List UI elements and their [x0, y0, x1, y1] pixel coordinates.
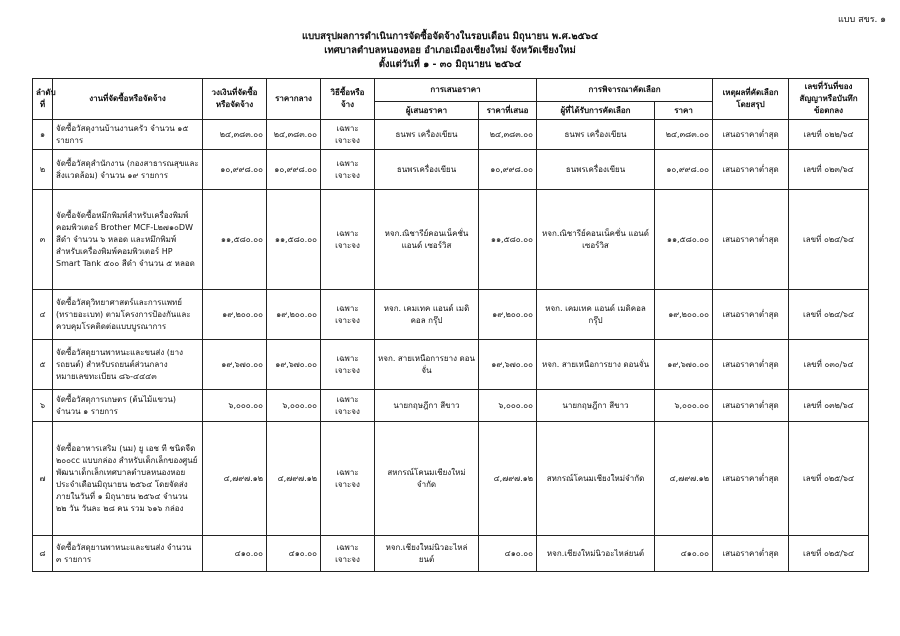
cell-contract: เลขที่ ๐๒๒/๖๔ [789, 120, 869, 150]
cell-bid-price: ๔๑๐.๐๐ [479, 536, 537, 572]
cell-no: ๒ [33, 150, 53, 190]
header-budget: วงเงินที่จัดซื้อ หรือจัดจ้าง [203, 79, 267, 120]
cell-budget: ๑๑,๕๘๐.๐๐ [203, 190, 267, 290]
cell-price: ๑๙,๖๗๐.๐๐ [655, 340, 713, 390]
cell-reason: เสนอราคาต่ำสุด [713, 190, 789, 290]
cell-item: จัดซื้อวัสดุงานบ้านงานครัว จำนวน ๑๕ รายการ [53, 120, 203, 150]
cell-bid-price: ๑๐,๙๙๘.๐๐ [479, 150, 537, 190]
cell-median: ๖,๐๐๐.๐๐ [267, 390, 321, 422]
table-row [33, 120, 869, 150]
cell-no: ๑ [33, 120, 53, 150]
title-line-3: ตั้งแต่วันที่ ๑ - ๓๐ มิถุนายน ๒๕๖๔ [378, 59, 522, 70]
cell-method: เฉพาะเจาะจง [321, 390, 375, 422]
cell-no: ๘ [33, 536, 53, 572]
header-winner: ผู้ที่ได้รับการคัดเลือก [537, 102, 655, 120]
table-row [33, 536, 869, 572]
cell-reason: เสนอราคาต่ำสุด [713, 120, 789, 150]
title-line-2: เทศบาลตำบลหนองหอย อำเภอเมืองเชียงใหม่ จังหวัดเชียงใหม่ [324, 45, 576, 56]
cell-reason: เสนอราคาต่ำสุด [713, 290, 789, 340]
header-reason: เหตุผลที่คัดเลือก โดยสรุป [713, 79, 789, 120]
cell-reason: เสนอราคาต่ำสุด [713, 390, 789, 422]
cell-contract: เลขที่ ๐๒๕/๖๔ [789, 422, 869, 536]
cell-budget: ๔๑๐.๐๐ [203, 536, 267, 572]
cell-median: ๑๙,๒๐๐.๐๐ [267, 290, 321, 340]
cell-method: เฉพาะเจาะจง [321, 422, 375, 536]
form-code: แบบ สขร. ๑ [837, 15, 886, 25]
cell-bid-price: ๒๔,๓๘๓.๐๐ [479, 120, 537, 150]
cell-method: เฉพาะเจาะจง [321, 536, 375, 572]
cell-bid-price: ๖,๐๐๐.๐๐ [479, 390, 537, 422]
cell-item: จัดซื้อวัสดุการเกษตร (ต้นไม้แขวน) จำนวน ๑ รายการ [53, 390, 203, 422]
cell-budget: ๑๙,๒๐๐.๐๐ [203, 290, 267, 340]
cell-contract: เลขที่ ๐๒๓/๖๔ [789, 150, 869, 190]
cell-item: จัดซื้ออาหารเสริม (นม) ยู เอช ที ชนิดจืด ๒๐๐cc แบบกล่อง สำหรับเด็กเล็กของศูนย์พัฒนาเด็กเล็กเทศบาลตำบลหนองหอย ประจำเดือนมิถุนายน ๒๕๖๔ โดยจัดส่งภายในวันที่ ๑ มิถุนายน ๒๕๖๔ จำนวน ๒๒ วัน วันละ ๒๘ คน รวม ๖๑๖ กล่อง [53, 422, 203, 536]
cell-bid-price: ๑๑,๕๘๐.๐๐ [479, 190, 537, 290]
cell-median: ๑๙,๖๗๐.๐๐ [267, 340, 321, 390]
cell-no: ๕ [33, 340, 53, 390]
header-item: งานที่จัดซื้อหรือจัดจ้าง [53, 79, 203, 120]
cell-budget: ๔,๗๙๗.๑๒ [203, 422, 267, 536]
cell-item: จัดซื้อวัสดุสำนักงาน (กองสาธารณสุขและสิ่งแวดล้อม) จำนวน ๑๙ รายการ [53, 150, 203, 190]
cell-bid-price: ๑๙,๖๗๐.๐๐ [479, 340, 537, 390]
header-bid-price: ราคาที่เสนอ [479, 102, 537, 120]
cell-budget: ๖,๐๐๐.๐๐ [203, 390, 267, 422]
cell-no: ๖ [33, 390, 53, 422]
cell-method: เฉพาะเจาะจง [321, 340, 375, 390]
cell-median: ๑๑,๕๘๐.๐๐ [267, 190, 321, 290]
cell-winner: ธนพรเครื่องเขียน [537, 150, 655, 190]
cell-bid-price: ๔,๗๙๗.๑๒ [479, 422, 537, 536]
cell-bidder: หจก. สายเหนือการยาง ดอนจั่น [375, 340, 479, 390]
cell-budget: ๑๐,๙๙๘.๐๐ [203, 150, 267, 190]
table-row [33, 190, 869, 290]
cell-bidder: หจก.เชียงใหม่นิวอะไหล่ยนต์ [375, 536, 479, 572]
procurement-table [32, 78, 869, 572]
cell-median: ๑๐,๙๙๘.๐๐ [267, 150, 321, 190]
table-row [33, 150, 869, 190]
cell-no: ๓ [33, 190, 53, 290]
cell-winner: นายกฤษฎีกา สีขาว [537, 390, 655, 422]
table-row [33, 340, 869, 390]
cell-no: ๗ [33, 422, 53, 536]
cell-method: เฉพาะเจาะจง [321, 150, 375, 190]
cell-bidder: หจก.ณิชารีย์คอนเน็คชั่น แอนด์ เซอร์วิส [375, 190, 479, 290]
cell-reason: เสนอราคาต่ำสุด [713, 422, 789, 536]
cell-item: จัดซื้อจัดซื้อหมึกพิมพ์สำหรับเครื่องพิมพ์คอมพิวเตอร์ Brother MCF-L๒๗๑๐DW สีดำ จำนวน ๖ หลอด และหมึกพิมพ์สำหรับเครื่องพิมพ์คอมพิวเตอร์ HP Smart Tank ๕๐๐ สีดำ จำนวน ๕ หลอด [53, 190, 203, 290]
cell-budget: ๒๔,๓๘๓.๐๐ [203, 120, 267, 150]
cell-contract: เลขที่ ๐๒๕/๖๔ [789, 536, 869, 572]
cell-reason: เสนอราคาต่ำสุด [713, 150, 789, 190]
cell-winner: หจก. สายเหนือการยาง ดอนจั่น [537, 340, 655, 390]
cell-no: ๔ [33, 290, 53, 340]
cell-bidder: นายกฤษฎีกา สีขาว [375, 390, 479, 422]
table-row [33, 290, 869, 340]
header-selection: การพิจารณาคัดเลือก [537, 79, 713, 102]
cell-price: ๒๔,๓๘๓.๐๐ [655, 120, 713, 150]
title-line-1: แบบสรุปผลการดำเนินการจัดซื้อจัดจ้างในรอบเดือน มิถุนายน พ.ศ.๒๕๖๔ [301, 31, 599, 42]
cell-method: เฉพาะเจาะจง [321, 120, 375, 150]
cell-item: จัดซื้อวัสดุวิทยาศาสตร์และการแพทย์ (ทรายอะเบท) ตามโครงการป้องกันและควบคุมโรคติดต่อแบบบูรณาการ [53, 290, 203, 340]
header-median: ราคากลาง [267, 79, 321, 120]
cell-median: ๒๔,๓๘๓.๐๐ [267, 120, 321, 150]
cell-item: จัดซื้อวัสดุยานพาหนะและขนส่ง (ยางรถยนต์) สำหรับรถยนต์ส่วนกลาง หมายเลขทะเบียน ๘๖-๔๔๔๓ [53, 340, 203, 390]
cell-winner: สหกรณ์โคนมเชียงใหม่จำกัด [537, 422, 655, 536]
header-bidder: ผู้เสนอราคา [375, 102, 479, 120]
header-bidding: การเสนอราคา [375, 79, 537, 102]
cell-price: ๖,๐๐๐.๐๐ [655, 390, 713, 422]
cell-winner: ธนพร เครื่องเขียน [537, 120, 655, 150]
cell-price: ๑๑,๕๘๐.๐๐ [655, 190, 713, 290]
header-method: วิธีซื้อหรือจ้าง [321, 79, 375, 120]
cell-price: ๑๐,๙๙๘.๐๐ [655, 150, 713, 190]
cell-contract: เลขที่ ๐๓๒/๖๔ [789, 390, 869, 422]
cell-bidder: ธนพรเครื่องเขียน [375, 150, 479, 190]
cell-median: ๔๑๐.๐๐ [267, 536, 321, 572]
cell-winner: หจก. เคมเทค แอนด์ เมดิคอล กรุ๊ป [537, 290, 655, 340]
cell-method: เฉพาะเจาะจง [321, 290, 375, 340]
document-title [0, 30, 900, 72]
cell-item: จัดซื้อวัสดุยานพาหนะและขนส่ง จำนวน ๓ รายการ [53, 536, 203, 572]
cell-bid-price: ๑๙,๒๐๐.๐๐ [479, 290, 537, 340]
cell-reason: เสนอราคาต่ำสุด [713, 340, 789, 390]
header-price: ราคา [655, 102, 713, 120]
header-no: ลำดับ ที่ [33, 79, 53, 120]
cell-price: ๔,๗๙๗.๑๒ [655, 422, 713, 536]
cell-contract: เลขที่ ๐๒๔/๖๔ [789, 190, 869, 290]
cell-price: ๑๙,๒๐๐.๐๐ [655, 290, 713, 340]
cell-median: ๔,๗๙๗.๑๒ [267, 422, 321, 536]
cell-method: เฉพาะเจาะจง [321, 190, 375, 290]
cell-budget: ๑๙,๖๗๐.๐๐ [203, 340, 267, 390]
cell-reason: เสนอราคาต่ำสุด [713, 536, 789, 572]
cell-bidder: สหกรณ์โคนมเชียงใหม่จำกัด [375, 422, 479, 536]
cell-price: ๔๑๐.๐๐ [655, 536, 713, 572]
table-row [33, 422, 869, 536]
cell-contract: เลขที่ ๐๓๐/๖๔ [789, 340, 869, 390]
header-contract: เลขที่วันที่ของ สัญญาหรือบันทึก ข้อตกลง [789, 79, 869, 120]
cell-winner: หจก.ณิชารีย์คอนเน็คชั่น แอนด์ เซอร์วิส [537, 190, 655, 290]
cell-winner: หจก.เชียงใหม่นิวอะไหล่ยนต์ [537, 536, 655, 572]
cell-bidder: ธนพร เครื่องเขียน [375, 120, 479, 150]
cell-bidder: หจก. เคมเทค แอนด์ เมดิคอล กรุ๊ป [375, 290, 479, 340]
table-row [33, 390, 869, 422]
cell-contract: เลขที่ ๐๒๔/๖๔ [789, 290, 869, 340]
